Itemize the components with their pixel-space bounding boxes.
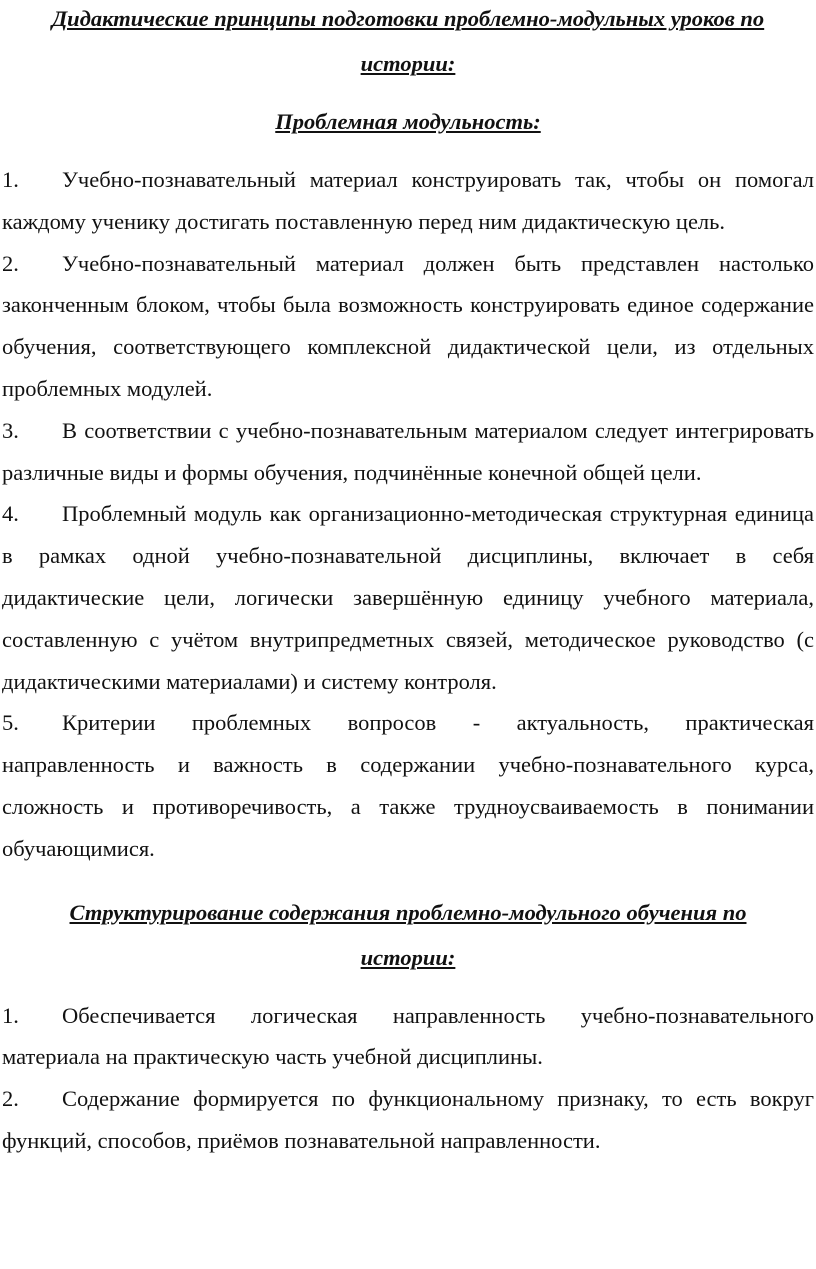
list-item-number: 5. [2, 710, 19, 736]
list-item [2, 702, 814, 869]
section-heading-line-2: истории: [360, 944, 456, 970]
list-item-text: Критерии проблемных вопросов - актуальность, практическая направленность и важность в содержании учебно-познавательного курса, сложность и противоречивость, а также трудноусваиваемость в понимании обучающимися. [2, 710, 814, 861]
list-item-number: 1. [2, 167, 19, 192]
list-item [2, 159, 814, 243]
section-heading-content-structuring [2, 892, 814, 978]
document-title-line-1: Дидактические принципы подготовки проблемно-модульных уроков по [51, 6, 765, 31]
list-item-number: 3. [2, 417, 19, 443]
document-title-line-2: истории: [360, 51, 456, 76]
section-content-structuring-list [2, 995, 814, 1162]
list-item-number: 1. [2, 1002, 19, 1028]
list-item-number: 2. [2, 250, 19, 276]
list-item [2, 1078, 814, 1162]
list-item-text: В соответствии с учебно-познавательным материалом следует интегрировать различные виды и формы обучения, подчинённые конечной общей цели. [2, 417, 814, 485]
list-item-number: 2. [2, 1086, 19, 1112]
list-item-text: Содержание формируется по функциональному признаку, то есть вокруг функций, способов, приёмов познавательной направленности. [2, 1086, 814, 1153]
list-item-number: 4. [2, 501, 19, 527]
section-heading-problem-modularity: Проблемная модульность: [275, 109, 541, 134]
list-item [2, 995, 814, 1079]
list-item-text: Учебно-познавательный материал должен быть представлен настолько законченным блоком, чтобы была возможность конструировать единое содержание обучения, соответствующего комплексной дидактической цели, из отдельных проблемных модулей. [2, 250, 814, 401]
list-item [2, 243, 814, 410]
list-item [2, 493, 814, 702]
list-item-text: Учебно-познавательный материал конструировать так, чтобы он помогал каждому ученику достигать поставленную перед ним дидактическую цель. [2, 167, 814, 234]
list-item-text: Проблемный модуль как организационно-методическая структурная единица в рамках одной учебно-познавательной дисциплины, включает в себя дидактические цели, логически завершённую единицу учебного материала, составленную с учётом внутрипредметных связей, методическое руководство (с дидактическими материалами) и систему контроля. [2, 501, 814, 694]
list-item-text: Обеспечивается логическая направленность учебно-познавательного материала на практическую часть учебной дисциплины. [2, 1002, 814, 1070]
list-item [2, 410, 814, 494]
section-problem-modularity-list [2, 159, 814, 870]
section-heading-line-1: Структурирование содержания проблемно-модульного обучения по [69, 899, 747, 925]
document-title [2, 0, 814, 84]
